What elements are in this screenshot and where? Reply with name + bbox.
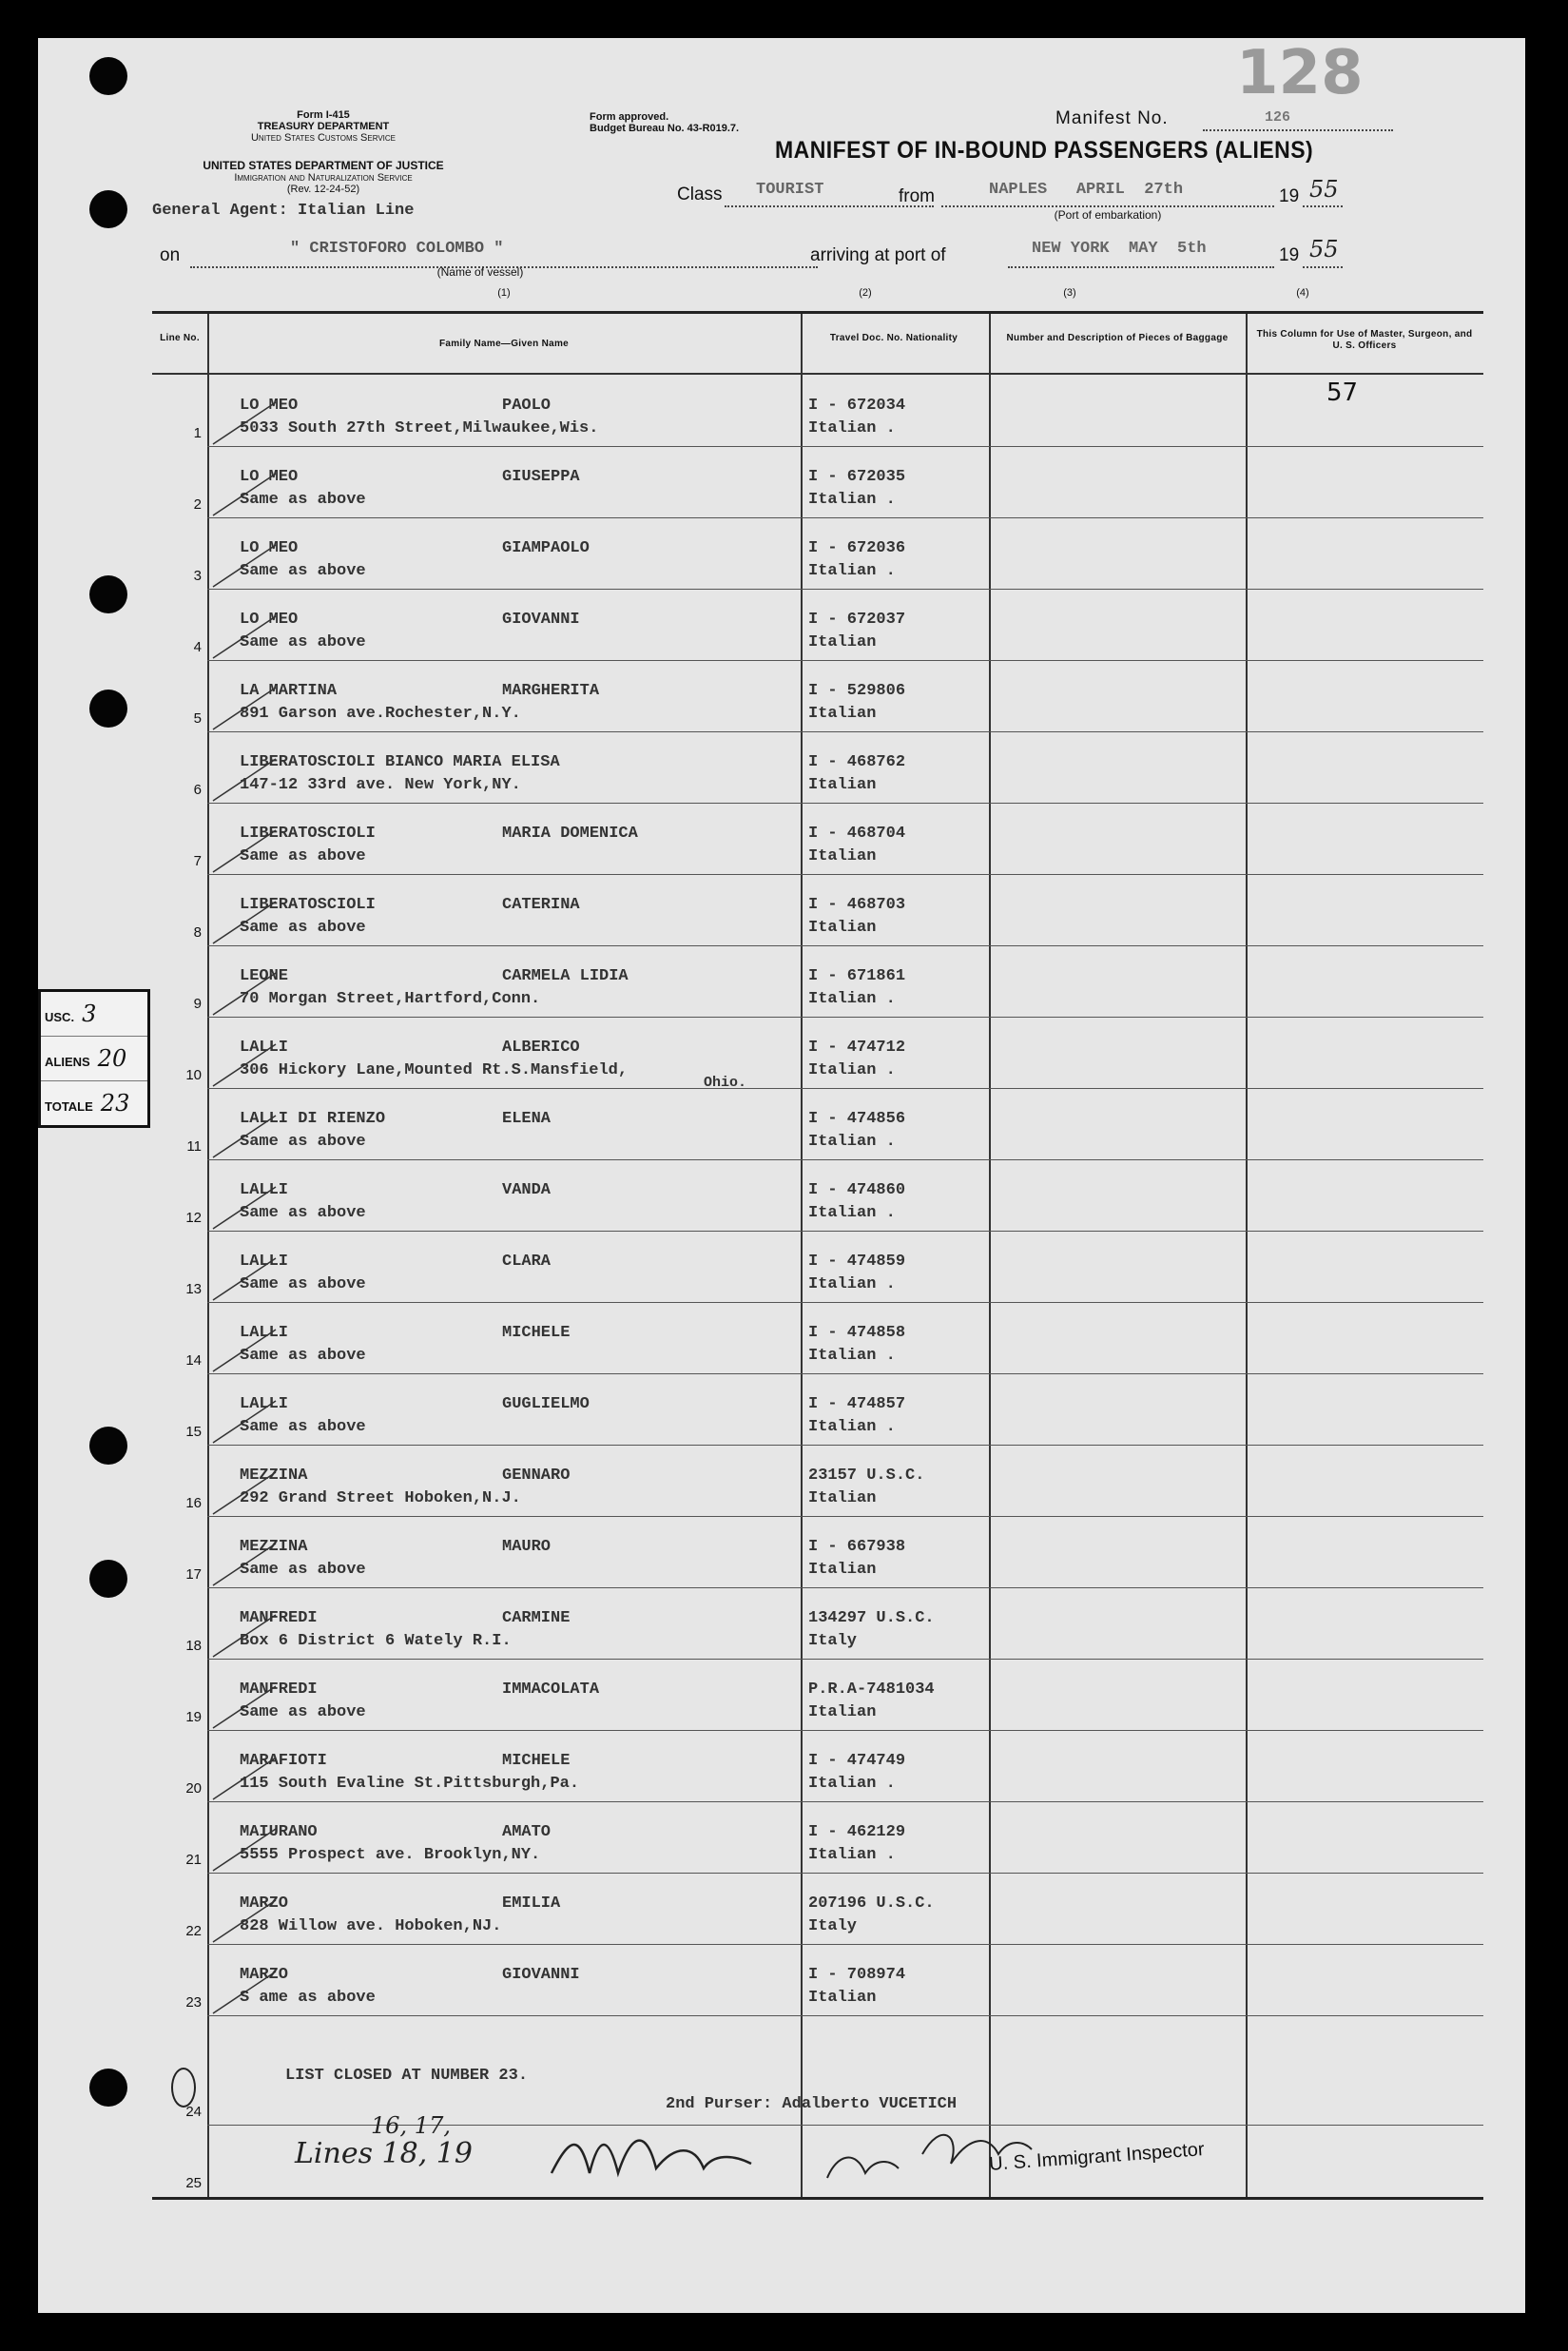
travel-doc-number: I - 468704 [808, 825, 906, 843]
given-name: EMILIA [502, 1894, 561, 1913]
header-name: Family Name—Given Name [438, 339, 570, 349]
given-name: CARMELA LIDIA [502, 967, 629, 985]
family-name: MARZO [240, 1894, 289, 1913]
address: Same as above [240, 1703, 366, 1721]
budget-bureau: Budget Bureau No. 43-R019.7. [590, 123, 740, 134]
family-name: LALLI DI RIENZO [240, 1110, 386, 1128]
family-name: LALLI [240, 1039, 289, 1057]
address: Same as above [240, 562, 366, 580]
manifest-sheet [38, 38, 1525, 2313]
travel-doc-number: I - 468762 [808, 753, 906, 771]
check-mark [209, 965, 285, 1018]
arrival-port-value: NEW YORK MAY 5th [1032, 240, 1207, 258]
from-label: from [899, 186, 935, 206]
customs-service: United States Customs Service [250, 132, 397, 144]
check-mark [209, 1393, 285, 1446]
check-mark [209, 1679, 285, 1731]
header-rule [152, 373, 1483, 375]
family-name: LIBERATOSCIOLI BIANCO MARIA ELISA [240, 753, 560, 771]
table-row [152, 1802, 1483, 1874]
table-row [152, 518, 1483, 590]
revision-label: (Rev. 12-24-52) [286, 184, 360, 195]
general-agent: General Agent: Italian Line [152, 202, 415, 220]
family-name: LIBERATOSCIOLI [240, 825, 376, 843]
handwritten-lines-note: Lines 18, 19 [295, 2137, 473, 2170]
check-mark [209, 1179, 285, 1232]
address: Same as above [240, 491, 366, 509]
table-row [152, 1517, 1483, 1588]
nationality: Italian [808, 1703, 877, 1721]
table-row [152, 875, 1483, 946]
travel-doc-number: I - 474858 [808, 1324, 906, 1342]
nationality: Italian . [808, 1275, 896, 1293]
header-line-no: Line No. [160, 333, 200, 343]
line-number: 8 [193, 924, 202, 941]
line-number: 11 [186, 1138, 202, 1155]
line-number: 4 [193, 639, 202, 655]
table-row [152, 1232, 1483, 1303]
address: 5033 South 27th Street,Milwaukee,Wis. [240, 419, 599, 437]
given-name: GIUSEPPA [502, 468, 580, 486]
family-name: MEZZINA [240, 1467, 308, 1485]
table-row [152, 1303, 1483, 1374]
line-number: 20 [185, 1780, 202, 1797]
table-row [152, 376, 1483, 447]
line-number: 2 [193, 496, 202, 513]
punch-hole [89, 690, 127, 728]
line-number: 25 [185, 2175, 202, 2191]
table-row [152, 804, 1483, 875]
year-value-1: 55 [1309, 176, 1339, 203]
signature-drawing [542, 2126, 1036, 2192]
given-name: MICHELE [502, 1324, 571, 1342]
line-number: 3 [193, 568, 202, 584]
travel-doc-number: I - 672037 [808, 611, 906, 629]
line-number: 9 [193, 996, 202, 1012]
nationality: Italian [808, 705, 877, 723]
given-name: ELENA [502, 1110, 552, 1128]
handwritten-line-numbers: 16, 17, [371, 2112, 451, 2139]
travel-doc-number: I - 529806 [808, 682, 906, 700]
address: Same as above [240, 1204, 366, 1222]
travel-doc-number: I - 672035 [808, 468, 906, 486]
given-name: MARIA DOMENICA [502, 825, 638, 843]
given-name: PAOLO [502, 397, 552, 415]
travel-doc-number: I - 672036 [808, 539, 906, 557]
line-number: 12 [185, 1210, 202, 1226]
table-row [152, 732, 1483, 804]
address: 115 South Evaline St.Pittsburgh,Pa. [240, 1775, 580, 1793]
family-name: LO MEO [240, 539, 299, 557]
address-continued: Ohio. [704, 1075, 747, 1091]
table-row [152, 946, 1483, 1018]
family-name: LALLI [240, 1324, 289, 1342]
given-name: CATERINA [502, 896, 580, 914]
check-mark [209, 1536, 285, 1588]
manifest-no-line [1203, 108, 1393, 131]
family-name: LALLI [240, 1253, 289, 1271]
col-num-1: (1) [497, 287, 511, 299]
travel-doc-number: I - 708974 [808, 1966, 906, 1984]
given-name: CARMINE [502, 1609, 571, 1627]
nationality: Italian . [808, 1204, 896, 1222]
address: S ame as above [240, 1989, 376, 2007]
family-name: LIBERATOSCIOLI [240, 896, 376, 914]
given-name: GIAMPAOLO [502, 539, 590, 557]
family-name: LALLI [240, 1395, 289, 1413]
table-row [152, 1731, 1483, 1802]
address: Same as above [240, 633, 366, 651]
address: Same as above [240, 1561, 366, 1579]
table-row [152, 447, 1483, 518]
manifest-no-value: 126 [1265, 109, 1291, 126]
check-mark [209, 751, 285, 804]
arriving-label: arriving at port of [810, 245, 946, 265]
travel-doc-number: I - 671861 [808, 967, 906, 985]
vessel-name: " CRISTOFORO COLOMBO " [290, 240, 504, 258]
table-row [152, 1018, 1483, 1089]
year-prefix-1: 19 [1279, 186, 1300, 206]
travel-doc-number: I - 672034 [808, 397, 906, 415]
header-official-use: This Column for Use of Master, Surgeon, and U. S. Officers [1256, 329, 1473, 351]
table-row-24 [152, 2063, 1483, 2126]
line-number: 5 [193, 710, 202, 727]
nationality: Italian . [808, 1418, 896, 1436]
col-num-3: (3) [1063, 287, 1076, 299]
year-value-2: 55 [1309, 236, 1339, 262]
check-mark [209, 466, 285, 518]
family-name: LEONE [240, 967, 289, 985]
class-value: TOURIST [756, 181, 824, 199]
check-mark [209, 1821, 285, 1874]
header-baggage: Number and Description of Pieces of Baggage [1006, 333, 1229, 343]
table-row [152, 661, 1483, 732]
address: Same as above [240, 1347, 366, 1365]
line-number: 14 [185, 1352, 202, 1369]
nationality: Italian . [808, 419, 896, 437]
nationality: Italian . [808, 1061, 896, 1079]
circle-mark [171, 2068, 196, 2108]
given-name: VANDA [502, 1181, 552, 1199]
header-travel-doc: Travel Doc. No. Nationality [829, 333, 958, 343]
given-name: GUGLIELMO [502, 1395, 590, 1413]
row-rule [207, 2015, 1483, 2016]
punch-hole [89, 1427, 127, 1465]
family-name: LO MEO [240, 468, 299, 486]
check-mark [209, 1037, 285, 1089]
table-row [152, 590, 1483, 661]
check-mark [209, 1251, 285, 1303]
line-number: 7 [193, 853, 202, 869]
travel-doc-number: I - 474859 [808, 1253, 906, 1271]
passenger-table [152, 311, 1483, 2200]
tally-stamp [38, 989, 150, 1128]
line-number: 16 [185, 1495, 202, 1511]
table-row [152, 1945, 1483, 2016]
table-row [152, 1089, 1483, 1160]
inspector-title: U. S. Immigrant Inspector [988, 2139, 1206, 2175]
address: 292 Grand Street Hoboken,N.J. [240, 1489, 521, 1507]
from-value: NAPLES APRIL 27th [989, 181, 1184, 199]
line-number: 23 [185, 1994, 202, 2011]
address: Same as above [240, 919, 366, 937]
family-name: LO MEO [240, 611, 299, 629]
address: Same as above [240, 1418, 366, 1436]
nationality: Italian . [808, 491, 896, 509]
family-name: MARAFIOTI [240, 1752, 327, 1770]
list-closed-note: LIST CLOSED AT NUMBER 23. [285, 2067, 529, 2085]
manifest-stamp-number: 128 [1236, 38, 1364, 108]
line-number: 18 [185, 1638, 202, 1654]
travel-doc-number: P.R.A-7481034 [808, 1681, 935, 1699]
travel-doc-number: I - 474856 [808, 1110, 906, 1128]
port-embarkation-note: (Port of embarkation) [1054, 208, 1162, 222]
treasury-dept: TREASURY DEPARTMENT [257, 121, 390, 132]
nationality: Italian . [808, 1347, 896, 1365]
travel-doc-number: I - 474749 [808, 1752, 906, 1770]
given-name: AMATO [502, 1823, 552, 1841]
address: 828 Willow ave. Hoboken,NJ. [240, 1917, 502, 1935]
line-number: 13 [185, 1281, 202, 1297]
check-mark [209, 1322, 285, 1374]
given-name: ALBERICO [502, 1039, 580, 1057]
travel-doc-number: I - 474860 [808, 1181, 906, 1199]
given-name: GENNARO [502, 1467, 571, 1485]
given-name: MARGHERITA [502, 682, 600, 700]
vessel-note: (Name of vessel) [436, 265, 524, 279]
nationality: Italian . [808, 562, 896, 580]
nationality: Italian [808, 847, 877, 865]
travel-doc-number: I - 474712 [808, 1039, 906, 1057]
address: Box 6 District 6 Wately R.I. [240, 1632, 512, 1650]
punch-hole [89, 1560, 127, 1598]
family-name: MANFREDI [240, 1609, 318, 1627]
purser-line: 2nd Purser: Adalberto VUCETICH [666, 2095, 958, 2113]
form-number: Form I-415 [297, 109, 350, 121]
punch-hole [89, 190, 127, 228]
line-number: 24 [185, 2104, 202, 2120]
travel-doc-number: I - 667938 [808, 1538, 906, 1556]
nationality: Italian [808, 1989, 877, 2007]
address: 147-12 33rd ave. New York,NY. [240, 776, 521, 794]
table-row [152, 1874, 1483, 1945]
class-label: Class [677, 185, 723, 204]
travel-doc-number: I - 474857 [808, 1395, 906, 1413]
line-number: 1 [193, 425, 202, 441]
nationality: Italy [808, 1917, 858, 1935]
line-number: 19 [185, 1709, 202, 1725]
given-name: MAURO [502, 1538, 552, 1556]
punch-hole [89, 575, 127, 613]
total-count: TOTALE 23 [45, 1090, 130, 1117]
check-mark [209, 609, 285, 661]
address: Same as above [240, 847, 366, 865]
nationality: Italian [808, 776, 877, 794]
page-title: MANIFEST OF IN-BOUND PASSENGERS (ALIENS) [775, 137, 1314, 164]
usc-count: USC. 3 [41, 992, 147, 1037]
family-name: LA MARTINA [240, 682, 338, 700]
check-mark [209, 894, 285, 946]
line-number: 21 [185, 1852, 202, 1868]
family-name: LO MEO [240, 397, 299, 415]
address: 306 Hickory Lane,Mounted Rt.S.Mansfield, [240, 1061, 629, 1079]
travel-doc-number: 134297 U.S.C. [808, 1609, 935, 1627]
family-name: MARZO [240, 1966, 289, 1984]
aliens-count: ALIENS 20 [41, 1037, 147, 1081]
family-name: MEZZINA [240, 1538, 308, 1556]
check-mark [209, 823, 285, 875]
check-mark [209, 1607, 285, 1660]
given-name: GIOVANNI [502, 611, 580, 629]
punch-hole [89, 57, 127, 95]
check-mark [209, 680, 285, 732]
ins-label: Immigration and Naturalization Service [234, 172, 413, 184]
year-prefix-2: 19 [1279, 245, 1300, 265]
travel-doc-number: 207196 U.S.C. [808, 1894, 935, 1913]
punch-hole [89, 2069, 127, 2107]
nationality: Italian [808, 919, 877, 937]
address: Same as above [240, 1275, 366, 1293]
table-row [152, 1660, 1483, 1731]
line-number: 15 [185, 1424, 202, 1440]
given-name: CLARA [502, 1253, 552, 1271]
check-mark [209, 1750, 285, 1802]
nationality: Italian . [808, 1133, 896, 1151]
check-mark [209, 537, 285, 590]
given-name: IMMACOLATA [502, 1681, 600, 1699]
nationality: Italian . [808, 990, 896, 1008]
family-name: MANFREDI [240, 1681, 318, 1699]
col-num-2: (2) [859, 287, 872, 299]
check-mark [209, 395, 285, 447]
table-row [152, 1374, 1483, 1446]
nationality: Italian [808, 1561, 877, 1579]
address: Same as above [240, 1133, 366, 1151]
address: 5555 Prospect ave. Brooklyn,NY. [240, 1846, 541, 1864]
check-mark [209, 1108, 285, 1160]
address: 891 Garson ave.Rochester,N.Y. [240, 705, 521, 723]
on-label: on [160, 245, 181, 265]
check-mark [209, 1465, 285, 1517]
nationality: Italian . [808, 1775, 896, 1793]
table-row [152, 1160, 1483, 1232]
line-number: 17 [185, 1566, 202, 1583]
official-note: 57 [1326, 379, 1359, 407]
given-name: MICHELE [502, 1752, 571, 1770]
family-name: LALLI [240, 1181, 289, 1199]
family-name: MAIURANO [240, 1823, 318, 1841]
table-row [152, 1446, 1483, 1517]
manifest-no-label: Manifest No. [1055, 108, 1169, 128]
line-number: 10 [185, 1067, 202, 1083]
given-name: GIOVANNI [502, 1966, 580, 1984]
check-mark [209, 1893, 285, 1945]
nationality: Italy [808, 1632, 858, 1650]
col-num-4: (4) [1296, 287, 1309, 299]
nationality: Italian . [808, 1846, 896, 1864]
line-number: 22 [185, 1923, 202, 1939]
address: 70 Morgan Street,Hartford,Conn. [240, 990, 541, 1008]
travel-doc-number: 23157 U.S.C. [808, 1467, 925, 1485]
form-approved: Form approved. [590, 111, 669, 123]
nationality: Italian [808, 633, 877, 651]
check-mark [209, 1964, 285, 2016]
nationality: Italian [808, 1489, 877, 1507]
line-number: 6 [193, 782, 202, 798]
travel-doc-number: I - 468703 [808, 896, 906, 914]
justice-dept: UNITED STATES DEPARTMENT OF JUSTICE [203, 159, 444, 172]
table-row [152, 1588, 1483, 1660]
travel-doc-number: I - 462129 [808, 1823, 906, 1841]
